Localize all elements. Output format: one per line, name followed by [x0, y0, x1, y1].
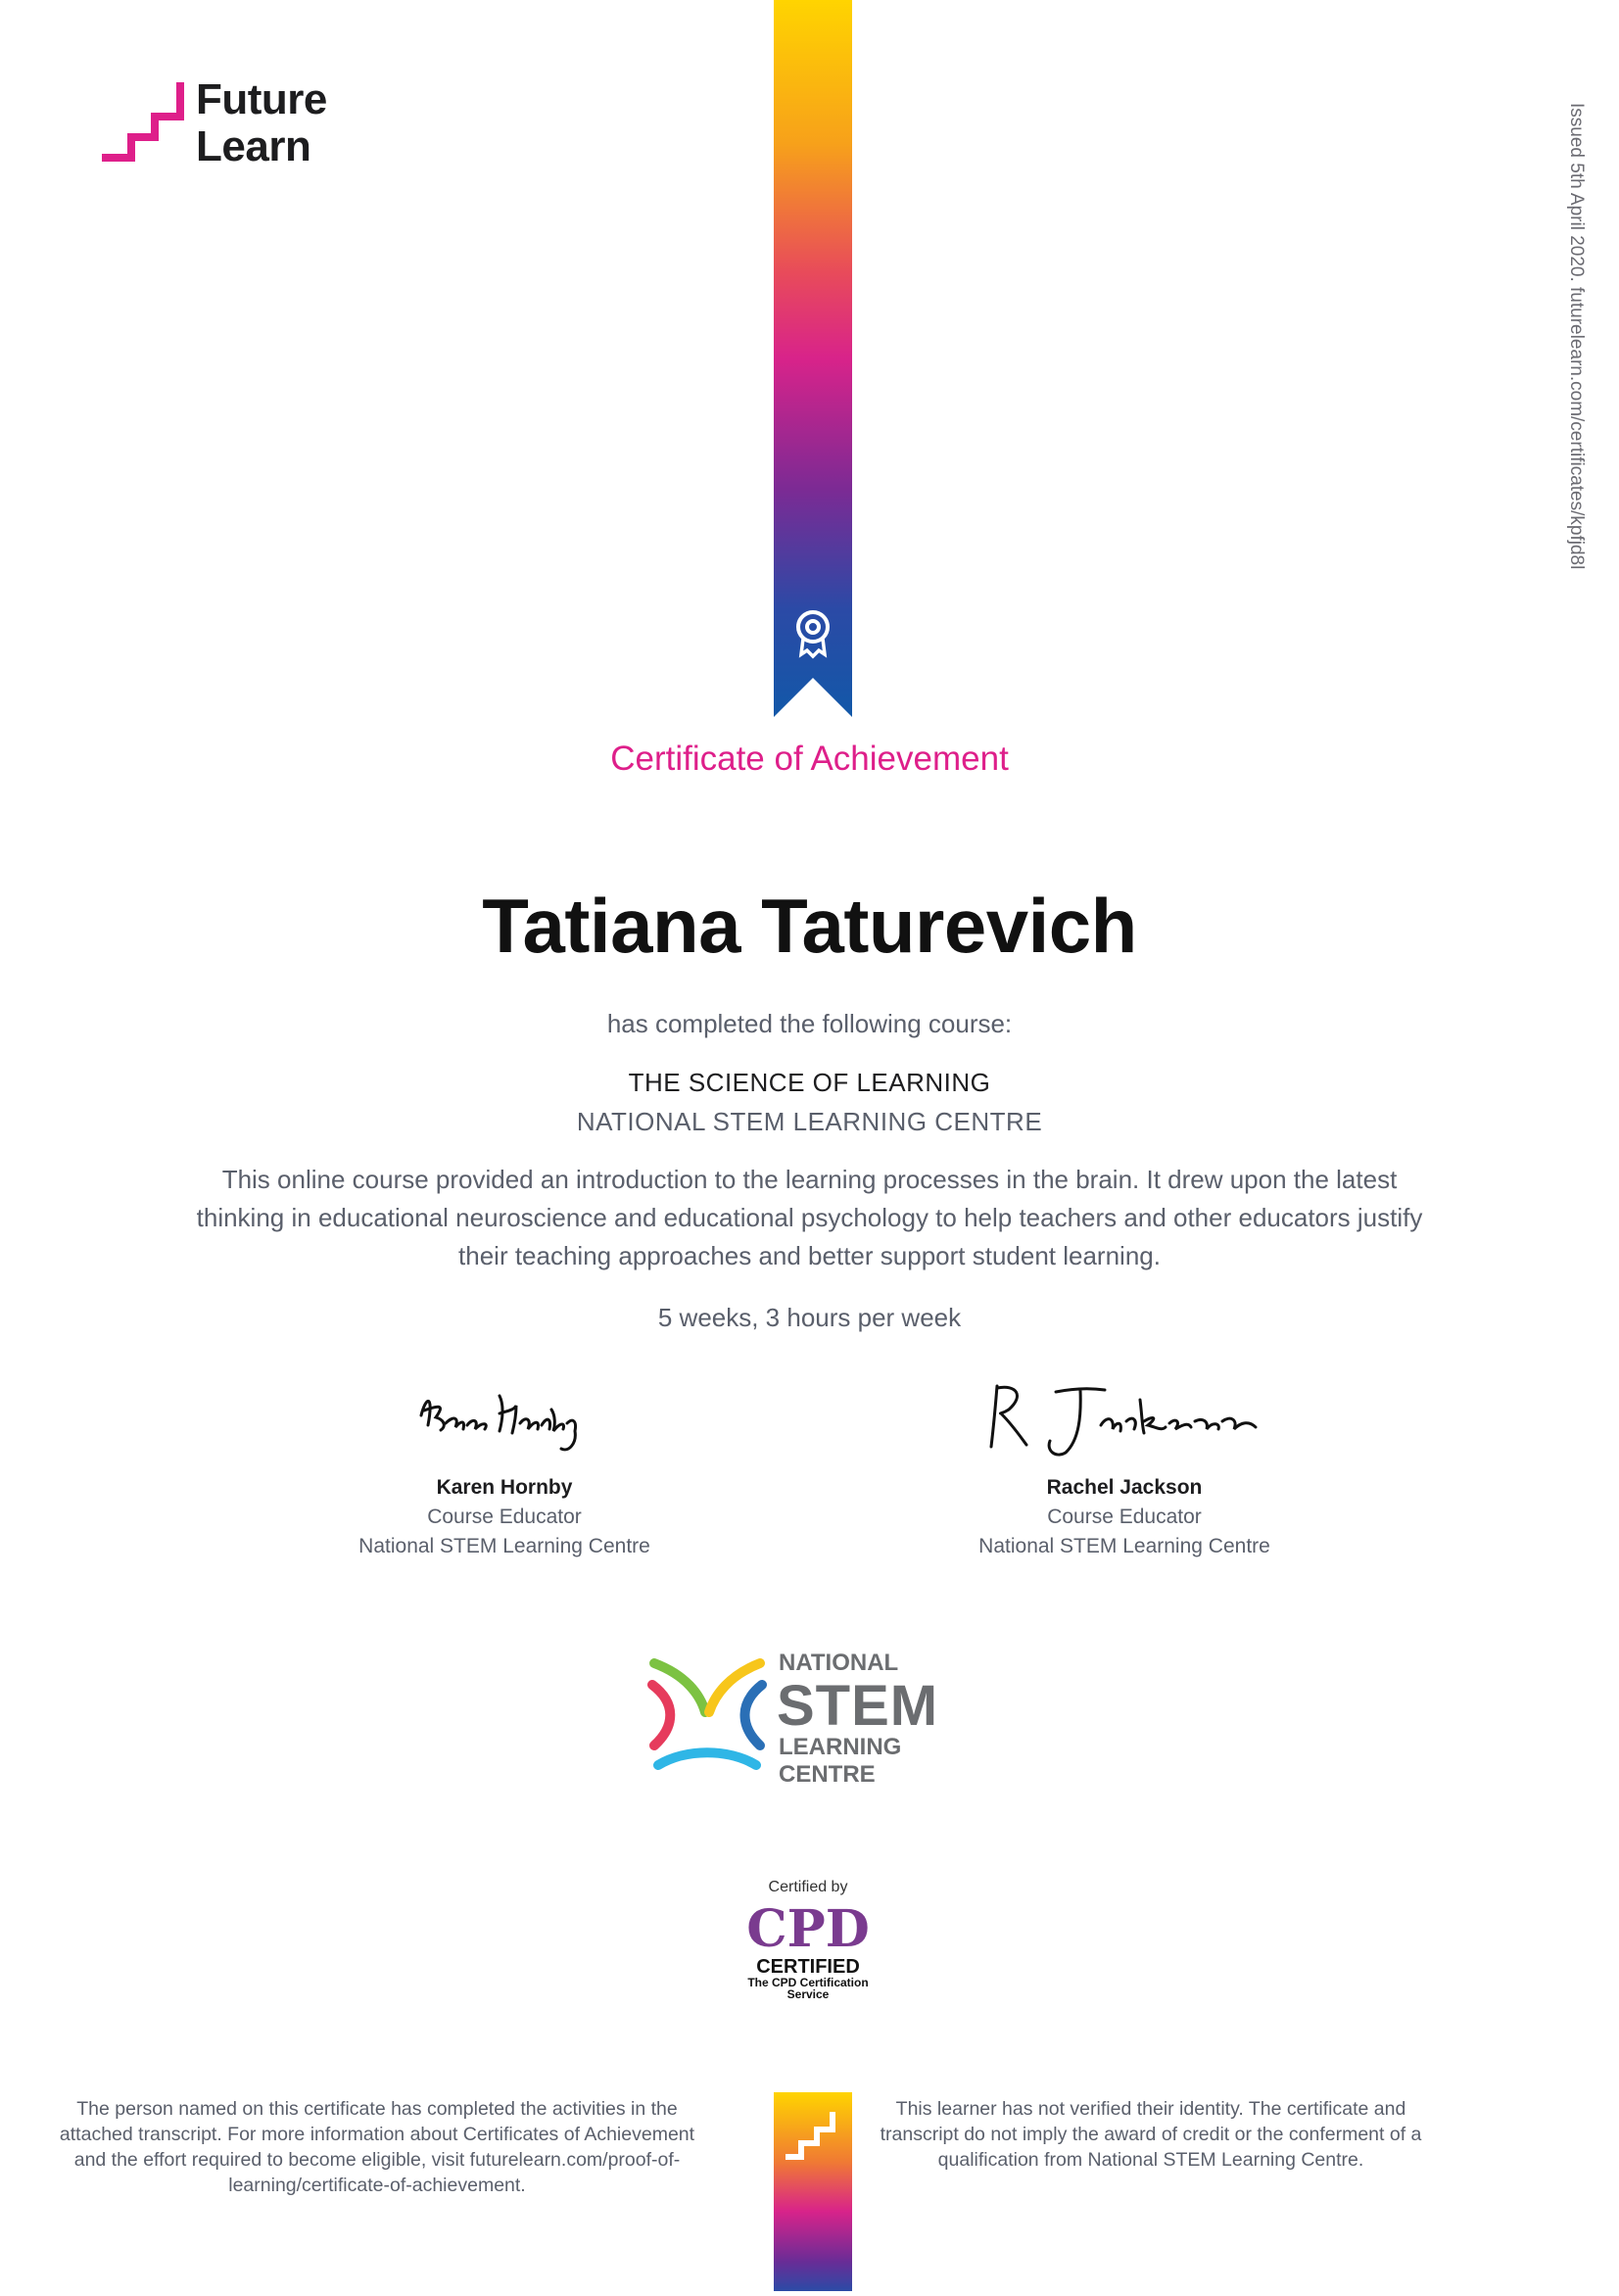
cpd-service: The CPD Certification Service: [747, 1976, 869, 2001]
signatory-name: Karen Hornby: [436, 1476, 573, 1499]
course-name: THE SCIENCE OF LEARNING: [628, 1068, 991, 1097]
signatory-organisation: National STEM Learning Centre: [978, 1535, 1270, 1557]
footer-ribbon: [774, 2092, 852, 2291]
logo-word-future: Future: [196, 75, 327, 123]
footer-right-note: This learner has not verified their identity. The certificate and transcript do not imply the award of credit or the conferment of a qualification from National STEM Learning Centre.: [880, 2098, 1422, 2171]
signatory-role: Course Educator: [427, 1506, 582, 1528]
signatory-organisation: National STEM Learning Centre: [358, 1535, 650, 1557]
signatory-rachel-jackson: [919, 1366, 1330, 1558]
steps-logo-icon: [98, 76, 188, 165]
stem-x-mark-icon: [646, 1655, 769, 1773]
cpd-certified-mark: [744, 1879, 872, 2035]
signature-image: [919, 1366, 1330, 1474]
certificate-title: Certificate of Achievement: [610, 740, 1009, 778]
stem-logo-line1: NATIONAL: [779, 1650, 899, 1676]
course-organisation: NATIONAL STEM LEARNING CENTRE: [576, 1107, 1043, 1136]
logo-word-learn: Learn: [196, 122, 311, 170]
completed-text: has completed the following course:: [606, 1009, 1013, 1038]
stem-logo-line3: LEARNING CENTRE: [779, 1734, 902, 1788]
steps-icon: [782, 2106, 844, 2165]
cpd-certified-by: Certified by: [768, 1879, 848, 1895]
signature-image: [299, 1366, 710, 1474]
signatory-role: Course Educator: [1047, 1506, 1202, 1528]
cpd-certified-label: CERTIFIED: [756, 1956, 860, 1978]
issue-note: [1567, 103, 1606, 671]
footer-left-note: The person named on this certificate has completed the activities in the attached transcript. For more information about Certificates of Achievement and the effort required to become eligible, visit futurelearn.com/proof-of-learning/certificate-of-achievement.: [59, 2098, 695, 2196]
cpd-mark: CPD: [746, 1899, 870, 1959]
signatory-name: Rachel Jackson: [1046, 1476, 1203, 1499]
top-ribbon: [774, 0, 852, 717]
futurelearn-logo: [98, 76, 353, 174]
stem-logo-line2: STEM: [777, 1674, 939, 1738]
stem-centre-logo: [646, 1646, 999, 1788]
course-duration: 5 weeks, 3 hours per week: [657, 1303, 962, 1332]
signatory-karen-hornby: [299, 1366, 710, 1558]
award-icon: [793, 607, 833, 662]
issue-note-text: Issued 5th April 2020. futurelearn.com/certificates/kpfjd8l: [1566, 103, 1587, 570]
recipient-name: Tatiana Taturevich: [482, 883, 1137, 969]
course-description: This online course provided an introduction to the learning processes in the brain. It drew upon the latest thinking in educational neuroscience and educational psychology to help teachers and other educators justify their teaching approaches and better support student learning.: [196, 1165, 1423, 1270]
